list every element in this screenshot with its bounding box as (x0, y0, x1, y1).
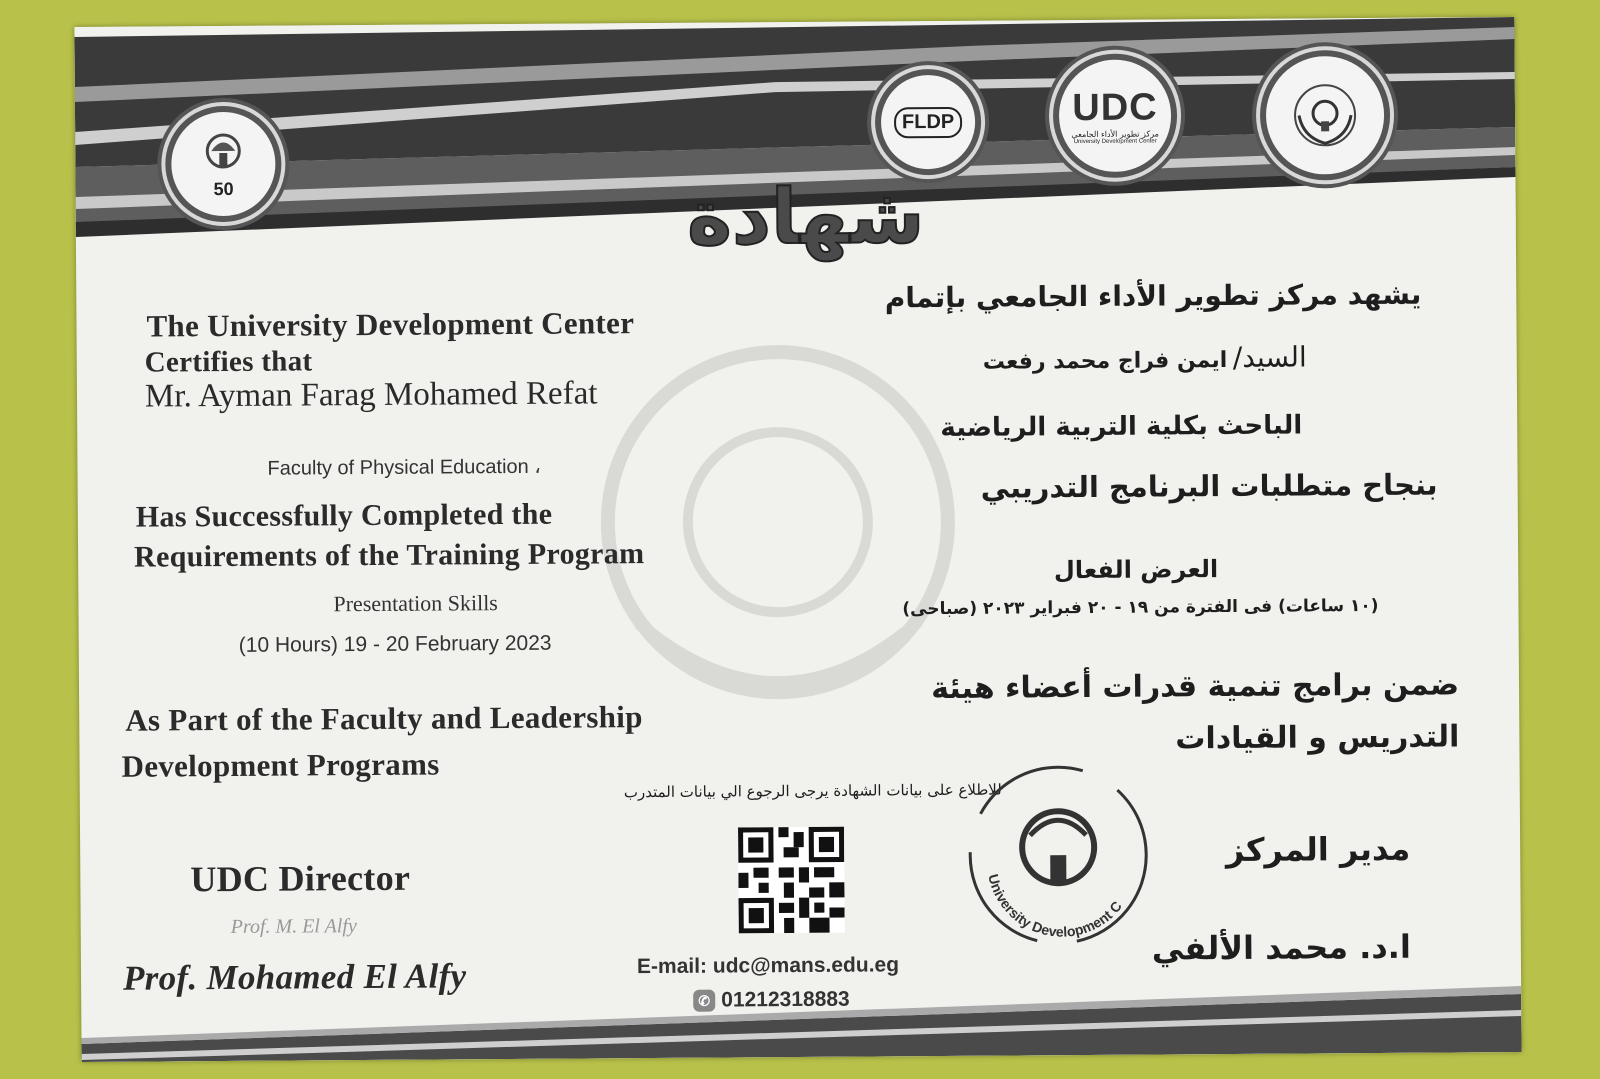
mansoura-university-logo (1260, 50, 1391, 181)
contact-email[interactable]: E-mail: udc@mans.edu.eg (636, 953, 900, 979)
completed-ar: بنجاح متطلبات البرنامج التدريبي (980, 467, 1438, 505)
program-name-en: Presentation Skills (333, 590, 498, 617)
bottom-banner (81, 972, 1522, 1062)
contact-phone[interactable]: 01212318883 (721, 987, 850, 1012)
fldp-label: FLDP (894, 106, 962, 137)
emblem-icon (193, 128, 253, 178)
udc-logo (1053, 53, 1178, 178)
director-name-en: Prof. Mohamed El Alfy (122, 956, 467, 998)
certificate-paper (74, 17, 1521, 1062)
anniversary-number: 50 (213, 178, 234, 199)
udc-stamp (958, 754, 1159, 955)
director-title-ar: مدير المركز (1225, 829, 1411, 870)
university-seal-left (165, 106, 282, 223)
part-of-ar-line-1: ضمن برامج تنمية قدرات أعضاء هيئة (931, 667, 1460, 707)
phone-icon: ✆ (693, 990, 715, 1012)
completed-line-1: Has Successfully Completed the (135, 497, 553, 534)
part-of-line-1: As Part of the Faculty and Leadership (125, 699, 643, 738)
signature-en: Prof. M. El Alfy (230, 915, 357, 938)
part-of-ar-line-2: التدريس و القيادات (1175, 719, 1460, 757)
english-line-1: The University Development Center (146, 305, 635, 344)
certificate-title: شهادة (686, 171, 925, 262)
part-of-line-2: Development Programs (121, 746, 440, 784)
udc-subtitle-en: University Development Center (1073, 138, 1157, 146)
recipient-name-ar: ايمن فراج محمد رفعت (982, 347, 1228, 375)
director-name-ar: ا.د. محمد الألفي (1151, 927, 1411, 968)
faculty-ar: الباحث بكلية التربية الرياضية (940, 410, 1303, 444)
fldp-logo (875, 69, 982, 176)
recipient-line-ar (807, 340, 1307, 376)
faculty-en: Faculty of Physical Education ، (267, 455, 541, 480)
completed-line-2: Requirements of the Training Program (133, 537, 645, 574)
arabic-line-1: يشهد مركز تطوير الأداء الجامعي بإتمام (884, 277, 1422, 315)
laurel-emblem-icon (1285, 75, 1366, 156)
program-dates-ar: (١٠ ساعات) فى الفترة من ١٩ - ٢٠ فبراير ٢٠٢٣ (صباحى) (902, 595, 1379, 620)
recipient-name-en: Mr. Ayman Farag Mohamed Refat (144, 375, 598, 415)
udc-subtitle-ar: مركز تطوير الأداء الجامعي (1071, 129, 1159, 140)
stamp-text: University Development C (985, 872, 1125, 940)
qr-code[interactable] (738, 827, 845, 934)
udc-label: UDC (1072, 86, 1158, 130)
mr-prefix-ar: السيد/ (1232, 340, 1307, 374)
verification-note-ar: للاطلاع على بيانات الشهادة يرجى الرجوع الي بيانات المتدرب (623, 780, 1002, 802)
english-line-2: Certifies that (144, 345, 313, 379)
program-dates-en: (10 Hours) 19 - 20 February 2023 (238, 631, 552, 657)
director-title-en: UDC Director (190, 857, 411, 900)
program-name-ar: العرض الفعال (1053, 555, 1219, 585)
